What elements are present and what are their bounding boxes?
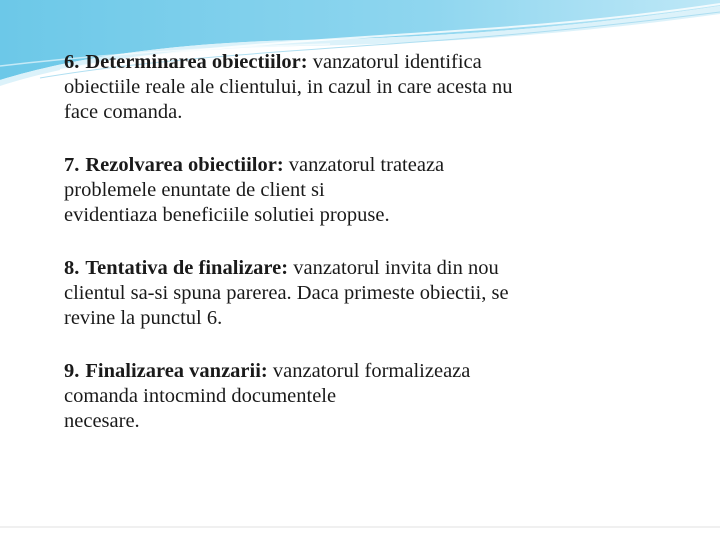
item-text: face comanda. — [64, 101, 183, 123]
list-item — [64, 50, 664, 125]
item-text: vanzatorul identifica — [312, 51, 482, 73]
item-term: Determinarea obiectiilor: — [85, 51, 308, 73]
item-term: Rezolvarea obiectiilor: — [85, 154, 284, 176]
item-text: clientul sa-si spuna parerea. Daca primeste obiectii, se — [64, 282, 509, 304]
item-number: 9. — [64, 360, 80, 382]
item-text: vanzatorul trateaza — [288, 154, 445, 176]
item-text: problemele enuntate de client si — [64, 179, 325, 201]
item-number: 8. — [64, 257, 80, 279]
item-text: obiectiile reale ale clientului, in cazul in care acesta nu — [64, 76, 513, 98]
item-term: Finalizarea vanzarii: — [85, 360, 268, 382]
item-text: vanzatorul invita din nou — [293, 257, 499, 279]
item-text: vanzatorul formalizeaza — [272, 360, 471, 382]
content-list — [64, 50, 664, 462]
item-term: Tentativa de finalizare: — [85, 257, 289, 279]
list-item — [64, 359, 664, 434]
list-item — [64, 153, 664, 228]
item-text: comanda intocmind documentele — [64, 385, 337, 407]
item-number: 7. — [64, 154, 80, 176]
list-item — [64, 256, 664, 331]
item-text: necesare. — [64, 410, 140, 432]
item-text: revine la punctul 6. — [64, 307, 223, 329]
bottom-divider — [0, 526, 720, 528]
item-text: evidentiaza beneficiile solutiei propuse. — [64, 204, 390, 226]
item-number: 6. — [64, 51, 80, 73]
